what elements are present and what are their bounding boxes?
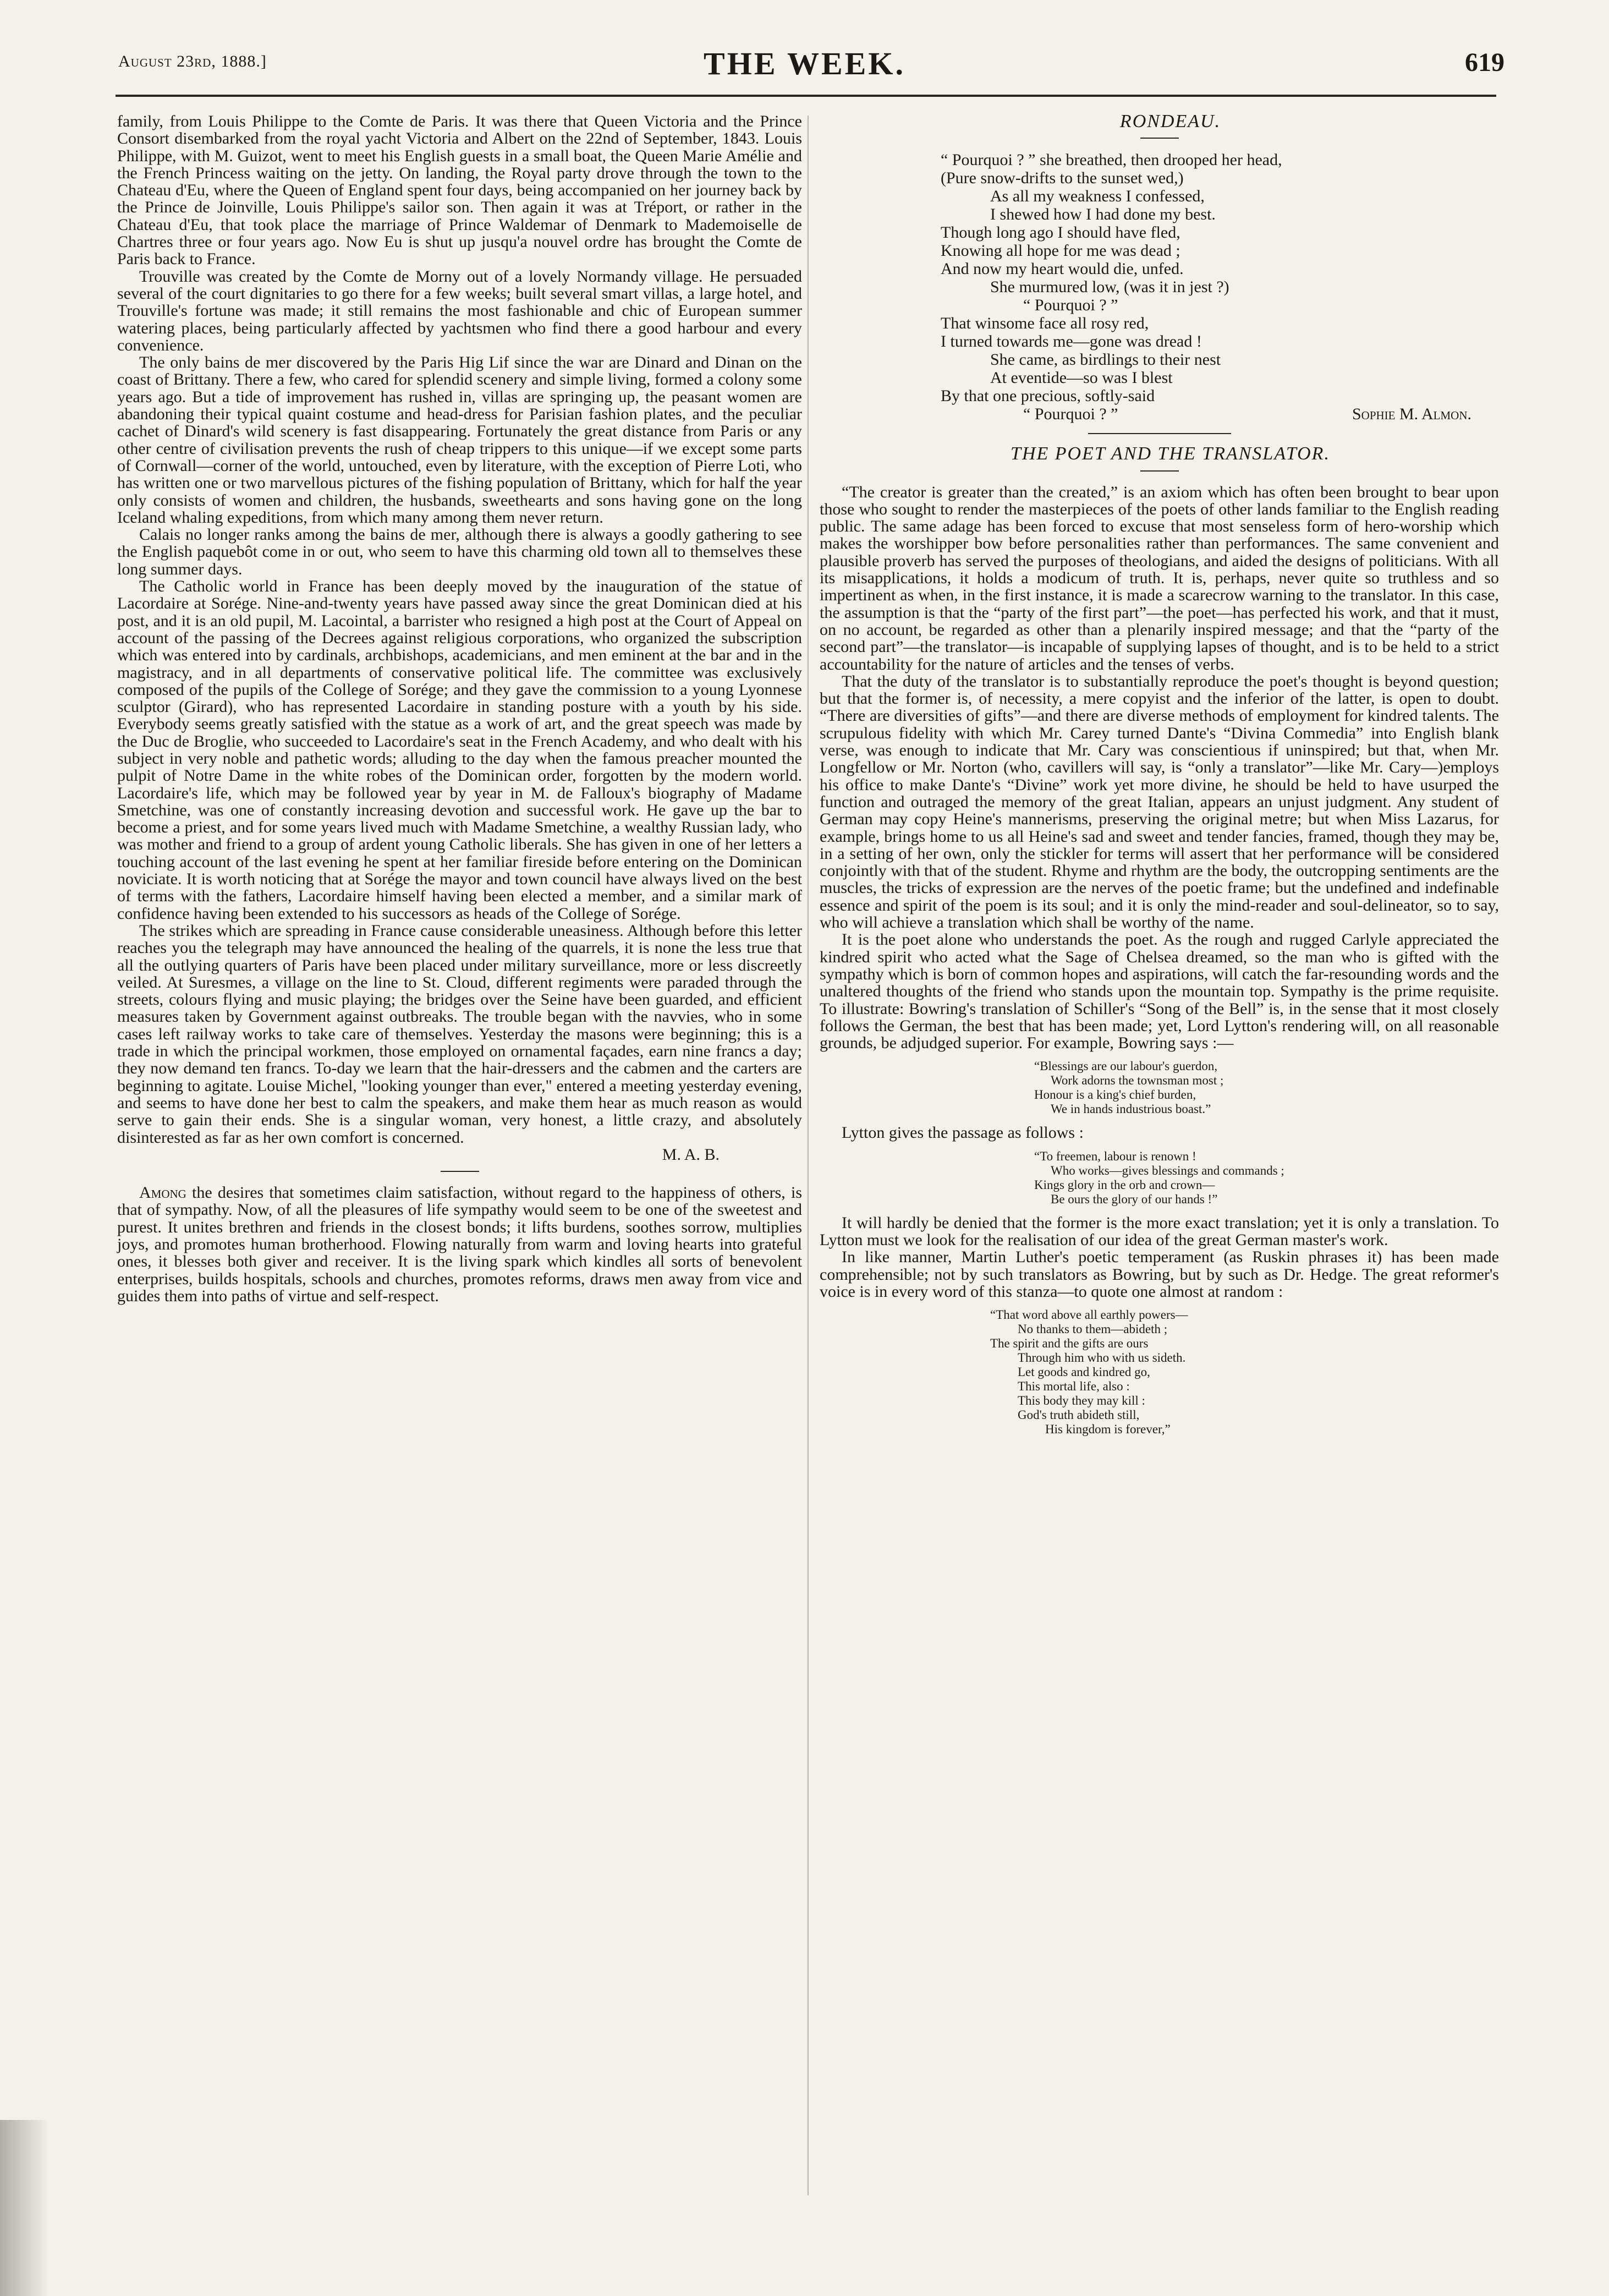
drop-word: Among [139,1183,186,1202]
quote-line: God's truth abideth still, [1018,1408,1140,1422]
scan-edge-shadow [0,2120,50,2296]
poem-line: That winsome face all rosy red, [941,314,1149,333]
essay-title: THE POET AND THE TRANSLATOR. [1011,443,1330,464]
rondeau-title: RONDEAU. [1119,111,1221,131]
poem-line: Though long ago I should have fled, [941,223,1180,242]
essay-paragraph-3: It is the poet alone who understands the poet. As the rough and rugged Carlyle appreciated the kindred spirit who acted what the Sage of Chelsea dreamed, so the man who is gifted with the sympathy which is born of common hopes and aspirations, will catch the far-resounding words and the unaltered thoughts of the friend who stands upon the mountain top. Sympathy is the prime requisite. To illustrate: Bowring's translation of Schiller's “Song of the Bell” is, in the sense that it most closely follows the German, the best that has been made; yet, Lord Lytton's rendering will, on all reasonable grounds, be adjudged superior. For example, Bowring says :— [820,930,1499,1053]
essay-paragraph-5: It will hardly be denied that the former is the more exact translation; yet it is only a translation. To Lytton must we look for the realisation of our idea of the great German master's work. [820,1213,1499,1249]
quote-line: This mortal life, also : [1018,1379,1130,1394]
paragraph-sympathy [117,1184,802,1305]
paragraph-sympathy-text: the desires that sometimes claim satisfaction, without regard to the happiness of others, is that of sympathy. Now, of all the pleasures of life sympathy would seem to be one of the sweetest and purest. It unites brethren and friends in the closest bonds; it lifts burdens, soothes sorrow, multiplies joys, and promotes human brotherhood. Flowing naturally from warm and loving hearts into grateful ones, it blesses both giver and receiver. It is the living spark which kindles all sorts of benevolent enterprises, builds hospitals, schools and churches, promotes reforms, draws men away from vice and guides them into paths of virtue and self-respect. [117,1183,802,1305]
essay-paragraph-4: Lytton gives the passage as follows : [842,1124,1084,1142]
poem-line: (Pure snow-drifts to the sunset wed,) [941,169,1184,188]
essay-paragraph-6: In like manner, Martin Luther's poetic temperament (as Ruskin phrases it) has been made comprehensible; not by such translators as Bowring, but by such as Dr. Hedge. The great reformer's voice is in every word of this stanza—to quote one almost at random : [820,1248,1499,1301]
masthead-title: THE WEEK. [704,46,905,81]
paragraph-dinard: The only bains de mer discovered by the Paris Hig Lif since the war are Dinard and Dinan on the coast of Brittany. There a few, who cared for splendid scenery and simple living, formed a colony some years ago. But a tide of improvement has rushed in, villas are springing up, the peasant women are abandoning their typical quaint costume and head-dress for Parisian fashion plates, and the peculiar cachet of Dinard's wild scenery is fast disappearing. Fortunately the great distance from Paris or any other centre of civilisation prevents the rush of cheap trippers to this unique—if we except some parts of Cornwall—corner of the world, untouched, even by literature, with the exception of Pierre Loti, who has written one or two marvellous pictures of the fishing population of Brittany, which for half the year only consists of women and children, the husbands, sweethearts and sons having gone on the long Iceland whaling expeditions, from which many among them never return. [117,353,802,527]
quote-line: “To freemen, labour is renown ! [1034,1149,1196,1163]
article-separator [441,1171,479,1172]
bowring-quote [1034,1059,1499,1116]
poem-line: “ Pourquoi ? ” [1023,405,1118,424]
luther-quote [990,1308,1499,1437]
quote-line: His kingdom is forever,” [1045,1422,1171,1437]
poem-line: “ Pourquoi ? ” [1023,296,1118,315]
quote-line: This body they may kill : [1018,1394,1145,1408]
paragraph-calais: Calais no longer ranks among the bains de mer, although there is always a goodly gathering to see the English paquebôt come in or out, who seem to have this charming old town all to themselves these long summer days. [117,525,802,578]
title-rule [1140,138,1179,139]
poem-author: Sophie M. Almon. [1352,405,1471,424]
poem-line: And now my heart would die, unfed. [941,260,1184,278]
paragraph-lacordaire: The Catholic world in France has been deeply moved by the inauguration of the statue of Lacordaire at Sorége. Nine-and-twenty years have passed away since the great Dominican died at his post, and it is an old pupil, M. Lacointal, a barrister who resigned a high post at the Court of Appeal on account of the passing of the Decrees against religious corporations, who organized the subscription which was entered into by cardinals, archbishops, academicians, and men eminent at the bar and in the magistracy, and in all departments of conservative political life. The committee was exclusively composed of the pupils of the College of Sorége; and they gave the commission to a young Lyonnese sculptor (Girard), who has represented Lacordaire in standing posture with a youth by his side. Everybody seems greatly satisfied with the statue as a work of art, and the great speech was made by the Duc de Broglie, who succeeded to Lacordaire's seat in the French Academy, and who dealt with his subject in very noble and pathetic words; alluding to the day when the famous preacher mounted the pulpit of Notre Dame in the white robes of the Dominican order, forgotten by the modern world. Lacordaire's life, which may be followed year by year in M. de Falloux's biography of Madame Smetchine, was one of constantly increasing devotion and successful work. He gave up the bar to become a priest, and for some years lived much with Madame Smetchine, a wealthy Russian lady, who was mother and friend to a group of ardent young Catholic liberals. She has given in one of her letters a touching account of the last evening he spent at her familiar fireside before entering on the Dominican noviciate. It is worth noticing that at Sorége the mayor and town council have always lived on the best of terms with the fathers, Lacordaire himself having been elected a member, and a similar mark of confidence having been extended to his successors as heads of the College of Sorége. [117,577,802,923]
quote-line: Work adorns the townsman most ; [1051,1073,1224,1088]
poem-line: At eventide—so was I blest [990,369,1173,387]
quote-line: Be ours the glory of our hands !” [1051,1192,1218,1206]
poem-line: She murmured low, (was it in jest ?) [990,278,1229,297]
title-rule [1140,470,1179,472]
quote-line: We in hands industrious boast.” [1051,1102,1211,1116]
quote-line: Who works—gives blessings and commands ; [1051,1163,1284,1177]
poem-line: “ Pourquoi ? ” she breathed, then drooped her head, [941,151,1282,169]
lytton-quote [1034,1149,1499,1207]
letter-signature: M. A. B. [662,1145,720,1164]
quote-line: “That word above all earthly powers— [990,1308,1188,1322]
quote-line: The spirit and the gifts are ours [990,1336,1149,1351]
paragraph-trouville: Trouville was created by the Comte de Morny out of a lovely Normandy village. He persuaded several of the court dignitaries to go there for a few weeks; built several smart villas, a large hotel, and Trouville's fortune was made; it still remains the most fashionable and chic of European summer watering places, being particularly affected by yachtsmen who find there a good harbour and every convenience. [117,267,802,354]
header-rule [116,95,1496,97]
poem-line: I turned towards me—gone was dread ! [941,332,1202,351]
quote-line: Honour is a king's chief burden, [1034,1088,1196,1102]
poem-line: She came, as birdlings to their nest [990,350,1221,369]
header-date: August 23rd, 1888.] [118,52,267,70]
poem-line: As all my weakness I confessed, [990,187,1205,206]
quote-line: “Blessings are our labour's guerdon, [1034,1059,1218,1073]
poem-line: I shewed how I had done my best. [990,205,1216,224]
page-number: 619 [1465,48,1504,77]
poem-line: By that one precious, softly-said [941,387,1155,406]
quote-line: Let goods and kindred go, [1018,1365,1150,1379]
paragraph-strikes: The strikes which are spreading in France cause considerable uneasiness. Although before this letter reaches you the telegraph may have announced the healing of the quarrels, it is none the less true that all the outlying quarters of Paris have been placed under military surveillance, more or less discreetly veiled. At Suresmes, a village on the line to St. Cloud, different regiments were paraded through the streets, colours flying and music playing; the bridges over the Seine have been guarded, and efficient measures taken by Government against outbreaks. The trouble began with the navvies, who in some cases left railway works to take care of themselves. Yesterday the masons were beginning; this is a trade in which the principal workmen, those employed on ornamental façades, earn nine francs a day; they now demand ten francs. To-day we learn that the hair-dressers and the cabmen and the carters are beginning to agitate. Louise Michel, "looking younger than ever," entered a meeting yesterday evening, and seems to have done her best to calm the speakers, and make them hear as much reason as would serve to gain their ends. She is a singular woman, very honest, a little crazy, and absolutely disinterested as far as her own comfort is concerned. [117,921,802,1147]
rondeau-poem [941,151,1499,423]
quote-line: Kings glory in the orb and crown— [1034,1177,1215,1192]
essay-paragraph-2: That the duty of the translator is to substantially reproduce the poet's thought is beyond question; but that the former is, of necessity, a mere copyist and the inferior of the latter, is open to doubt. “There are diversities of gifts”—and there are diverse methods of employment for kindred talents. The scrupulous fidelity with which Mr. Carey turned Dante's “Divina Commedia” into English blank verse, was enough to indicate that Mr. Cary was conscientious if uninspired; but that, when Mr. Longfellow or Mr. Norton (who, cavillers will say, is “only a translator”—like Mr. Cary—)employs his office to make Dante's “Divine” work yet more divine, he should be held to have usurped the function and outraged the memory of the great Italian, appears an unjust judgment. Any student of German may copy Heine's mannerisms, preserving the original metre; but when Miss Lazarus, for example, brings home to us all Heine's sad and sweet and tender fancies, framed, though they may be, in a setting of her own, only the stickler for terms will assert that her performance will be considered conjointly with that of the student. Rhyme and rhythm are the body, the outcropping sentiments are the muscles, the tricks of expression are the nerves of the poetic frame; but the undefined and indefinable essence and spirit of the poem is its soul; and it is only the mind-reader and soul-delineator, so to say, who will achieve a translation which shall be worthy of the name. [820,672,1499,932]
quote-line: Through him who with us sideth. [1018,1351,1186,1365]
paragraph-eu: family, from Louis Philippe to the Comte de Paris. It was there that Queen Victoria and the Prince Consort disembarked from the royal yacht Victoria and Albert on the 22nd of September, 1843. Louis Philippe, with M. Guizot, went to meet his English guests in a small boat, the Queen Marie Amélie and the French Princess waiting on the jetty. On landing, the Royal party drove through the town to the Chateau d'Eu, where the Queen of England spent four days, being accompanied on her journey back by the Prince de Joinville, Louis Philippe's sailor son. Then again it was at Tréport, or rather in the Chateau d'Eu, that took place the marriage of Prince Waldemar of Denmark to Mademoiselle de Chartres three or four years ago. Now Eu is shut up jusqu'a nouvel ordre has brought the Comte de Paris back to France. [117,112,802,268]
right-column [820,113,1499,1444]
essay-paragraph-1: “The creator is greater than the created,” is an axiom which has often been brought to bear upon those who sought to render the masterpieces of the poets of other lands familiar to the English reading public. The same adage has been forced to excuse that most senseless form of hero-worship which makes the worshipper bow before personalities rather than performances. The same convenient and plausible proverb has served the purposes of theologians, and aided the designs of politicians. With all its misapplications, it holds a modicum of truth. It is, perhaps, never quite so truthless and so impertinent as when, in the first instance, it is made a scarecrow warning to the translator. In this case, the assumption is that the “party of the first part”—the poet—has perfected his work, and that it must, on no account, be regarded as other than a plenarily inspired message; and that the “party of the second part”—the translator—is incapable of supplying lapses of thought, and is to be held to a strict accountability for the nature of articles and the tenses of verbs. [820,483,1499,673]
poem-line: Knowing all hope for me was dead ; [941,242,1180,260]
left-column [117,113,802,1305]
column-divider [808,116,809,2195]
section-separator [1088,433,1231,434]
quote-line: No thanks to them—abideth ; [1018,1322,1168,1336]
poem-last-line-row [941,405,1499,423]
